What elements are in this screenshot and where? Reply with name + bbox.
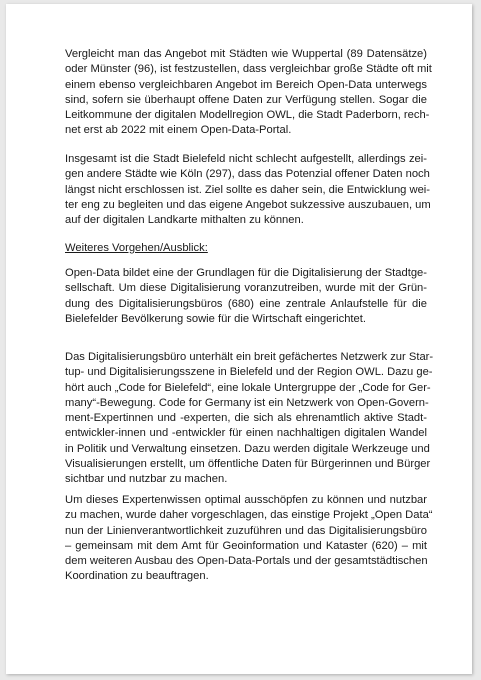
paragraph-2 <box>65 152 431 228</box>
paragraph-line: sichtbar und nutzbar zu machen. <box>65 473 228 486</box>
paragraph-line: net erst ab 2022 mit einem Open-Data-Portal. <box>65 124 292 137</box>
paragraph-line: einem ebenso vergleichbaren Angebot im Bereich Open-Data unterwegs <box>65 78 427 91</box>
paragraph-line: Visualisierungen erstellt, um öffentliche Daten für Bürgerinnen und Bürger <box>65 458 431 471</box>
paragraph-line: tup- und Digitalisierungsszene in Bielefeld und der Region OWL. Dazu ge- <box>65 366 433 379</box>
paragraph-line: längst nicht erschlossen ist. Ziel sollte es daher sein, die Entwicklung wei- <box>65 183 431 196</box>
paragraph-1 <box>65 47 432 139</box>
document-page <box>6 4 472 674</box>
paragraph-line: many“-Bewegung. Code for Germany ist ein Netzwerk von Open-Govern- <box>65 396 429 409</box>
paragraph-line: dem weiteren Ausbau des Open-Data-Portals und der gesamtstädtischen <box>65 555 428 568</box>
paragraph-line: ter eng zu begleiten und das eigene Angebot sukzessive auszubauen, um <box>65 198 431 211</box>
paragraph-3 <box>65 266 427 327</box>
paragraph-5 <box>65 493 433 585</box>
paragraph-line: – gemeinsam mit dem Amt für Geoinformation und Kataster (620) – mit <box>65 539 427 552</box>
paragraph-line: Bielefelder Bevölkerung sowie für die Wirtschaft eingerichtet. <box>65 312 366 325</box>
paragraph-line: sellschaft. Um diese Digitalisierung voranzutreiben, wurde mit der Grün- <box>65 282 427 295</box>
paragraph-line: Leitkommune der digitalen Modellregion OWL, die Stadt Paderborn, rech- <box>65 109 430 122</box>
paragraph-line: ment-Expertinnen und -experten, die sich als ehrenamtlich aktive Stadt- <box>65 412 427 425</box>
paragraph-line: dung des Digitalisierungsbüros (680) eine zentrale Anlaufstelle für die <box>65 297 427 310</box>
paragraph-line: nun der Linienverantwortlichkeit zuzuführen und das Digitalisierungsbüro <box>65 524 427 537</box>
paragraph-line: Um dieses Expertenwissen optimal ausschöpfen zu können und nutzbar <box>65 494 427 506</box>
paragraph-line: auf der digitalen Landkarte mithalten zu können. <box>65 214 304 227</box>
paragraph-line: in Politik und Verwaltung einsetzen. Dazu werden digitale Werkzeuge und <box>65 442 430 455</box>
paragraph-line: entwickler-innen und -entwickler für einen nachhaltigen digitalen Wandel <box>65 427 427 440</box>
paragraph-line: hört auch „Code for Bielefeld“, eine lokale Untergruppe der „Code for Ger- <box>65 381 431 394</box>
paragraph-line: Insgesamt ist die Stadt Bielefeld nicht schlecht aufgestellt, allerdings zei- <box>65 153 427 165</box>
paragraph-4 <box>65 350 434 488</box>
paragraph-line: sind, sofern sie überhaupt offene Daten zur Verfügung stellen. Sogar die <box>65 93 427 106</box>
paragraph-line: Vergleicht man das Angebot mit Städten wie Wuppertal (89 Datensätze) <box>65 48 427 60</box>
paragraph-line: gen andere Städte wie Köln (297), dass das Potenzial offener Daten noch <box>65 168 430 181</box>
paragraph-line: zu machen, wurde daher vorgeschlagen, das einstige Projekt „Open Data“ <box>65 509 433 522</box>
paragraph-line: oder Münster (96), ist festzustellen, dass vergleichbar große Städte oft mit <box>65 63 432 76</box>
section-heading: Weiteres Vorgehen/Ausblick: <box>65 242 208 254</box>
paragraph-line: Das Digitalisierungsbüro unterhält ein breit gefächertes Netzwerk zur Star- <box>65 351 434 363</box>
paragraph-line: Koordination zu beauftragen. <box>65 570 209 583</box>
paragraph-line: Open-Data bildet eine der Grundlagen für die Digitalisierung der Stadtge- <box>65 267 427 279</box>
